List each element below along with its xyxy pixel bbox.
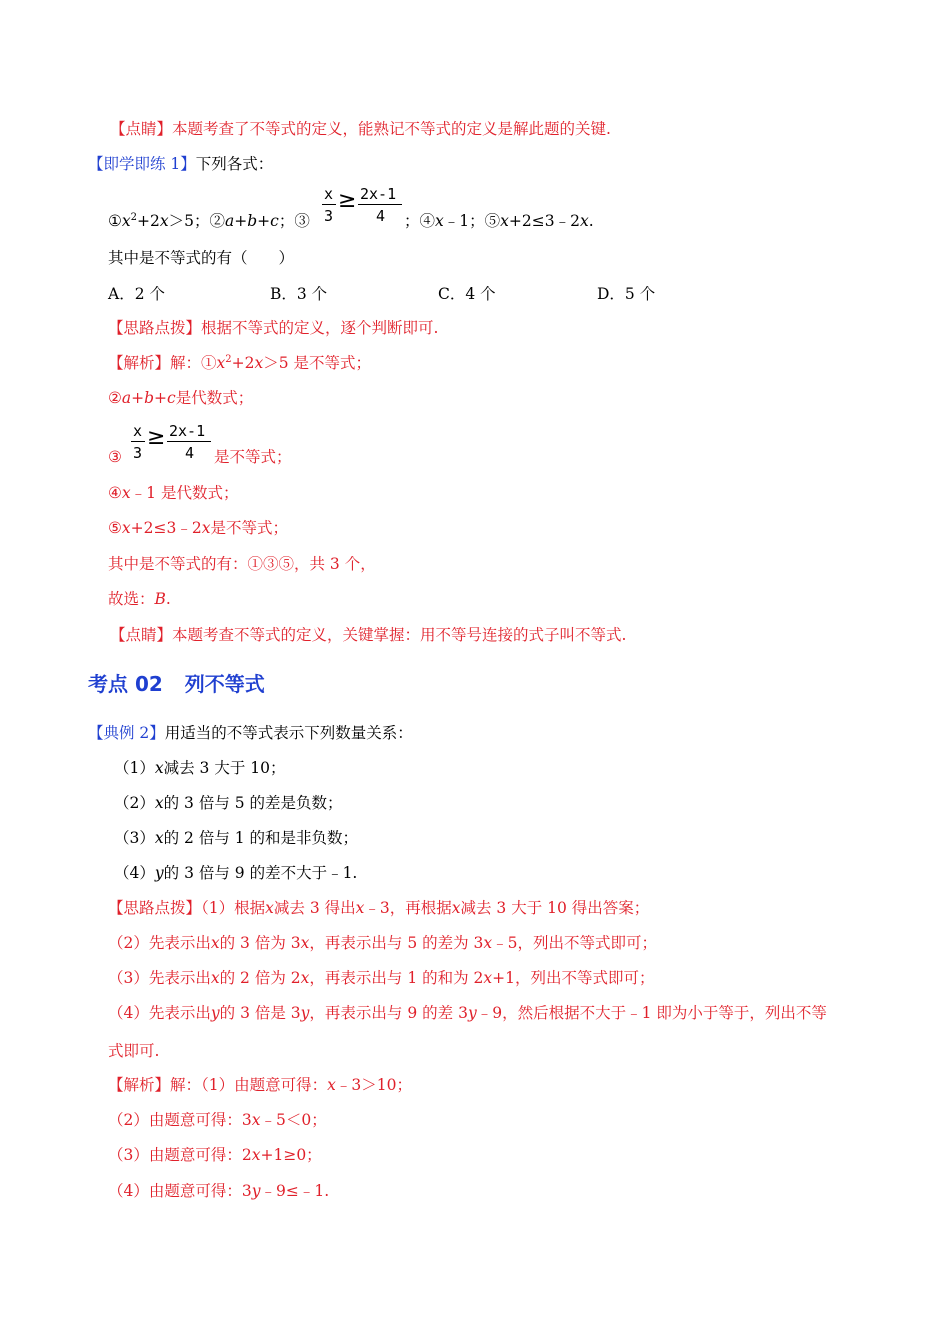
sol1-l7-end: . — [165, 590, 171, 608]
h2l1-e: ﹣3，再根据 — [364, 899, 452, 917]
item-1-tail: ＞5；② — [168, 212, 226, 230]
item-5-var: x — [500, 212, 509, 230]
h2l3-b: x — [210, 969, 220, 987]
h2l1-c: 减去 3 得出 — [273, 899, 356, 917]
s2l2-c: ﹣5＜0； — [260, 1111, 327, 1129]
practice-prompt: 下列各式： — [195, 155, 274, 173]
s2l1-b: x — [327, 1076, 336, 1094]
h2l1-f: x — [451, 899, 461, 917]
example-q4 — [114, 862, 357, 884]
h2l4-a: （4）先表示出 — [108, 1004, 211, 1022]
sol1-l4-pre: ④ — [108, 484, 122, 502]
h2l3-d: x — [300, 969, 310, 987]
s2l4-c: ﹣9≤﹣1. — [260, 1182, 330, 1200]
solution-1-line-6: 其中是不等式的有：①③⑤，共 3 个， — [108, 555, 376, 573]
option-c[interactable]: C．4 个 — [438, 285, 496, 303]
q3-num: （3） — [114, 829, 155, 847]
frac-den-left: 3 — [324, 207, 334, 225]
frac-bar-left — [322, 204, 336, 205]
sol1-l5-var: x — [121, 519, 131, 537]
h2l3-f: x — [483, 969, 493, 987]
q4-var: y — [154, 864, 164, 882]
h2l1-d: x — [355, 899, 365, 917]
hint-tag: 【思路点拨】 — [108, 319, 202, 337]
sol1-l2-pre: ② — [108, 389, 122, 407]
h2l4-f: y — [467, 1004, 477, 1022]
s2l3-c: +1≥0； — [260, 1146, 322, 1164]
sol1-l1-pre: 解：① — [170, 354, 217, 372]
q1-var: x — [154, 759, 164, 777]
tip2-tag: 【点睛】 — [110, 626, 173, 644]
h2l4-c: 的 3 倍是 3 — [219, 1004, 301, 1022]
tip-line-2 — [110, 624, 626, 646]
solution-1-line-2 — [108, 387, 253, 409]
item-1-exponent: 2 — [130, 212, 138, 223]
sol1-answer: B — [154, 590, 166, 608]
h2l4-d: y — [300, 1004, 310, 1022]
sol1-l2-expr: a+b+c — [121, 389, 176, 407]
h2l1-a: （1）根据 — [201, 899, 266, 917]
h2l2-d: x — [300, 934, 310, 952]
h2l2-c: 的 3 倍为 3 — [219, 934, 301, 952]
item-1-var: x — [121, 212, 131, 230]
sol1-l3-tail: 是不等式； — [214, 448, 292, 466]
item-2-expr: a+b+c — [225, 212, 279, 230]
h2l3-g: +1，列出不等式即可； — [492, 969, 655, 987]
practice-items — [108, 210, 310, 232]
sol1-l5-pre: ⑤ — [108, 519, 122, 537]
tip-tag: 【点睛】 — [110, 120, 173, 138]
solution-2-line-3 — [108, 1144, 322, 1166]
sol-frac-den-right: 4 — [185, 444, 195, 462]
h2l2-g: ﹣5，列出不等式即可； — [492, 934, 658, 952]
example-q2 — [114, 792, 343, 814]
hint2-tag: 【思路点拨】 — [108, 899, 202, 917]
option-a[interactable]: A．2 个 — [108, 285, 165, 303]
sol-frac-bar-right — [167, 441, 211, 442]
h2l3-a: （3）先表示出 — [108, 969, 211, 987]
q1-text: 减去 3 大于 10； — [163, 759, 286, 777]
hint-line-1 — [108, 317, 438, 339]
hint2-line-1 — [108, 897, 649, 919]
h2l3-c: 的 2 倍为 2 — [219, 969, 301, 987]
sol1-l5-tail: 是不等式； — [210, 519, 288, 537]
item-5-end: . — [588, 212, 594, 230]
frac-num-left: x — [324, 185, 334, 203]
item-4-var: x — [435, 212, 444, 230]
option-b[interactable]: B．3 个 — [270, 285, 328, 303]
q2-text: 的 3 倍与 5 的差是负数； — [163, 794, 343, 812]
sol-geq-sign: ≥ — [147, 425, 166, 450]
section-title: 列不等式 — [184, 672, 265, 696]
practice-header — [88, 153, 273, 175]
example-2-header — [88, 722, 413, 744]
practice-question: 其中是不等式的有（ ） — [108, 249, 295, 267]
solution-1-line-7 — [108, 588, 171, 610]
h2l4-e: ，再表示出与 9 的差 3 — [309, 1004, 468, 1022]
item-4-tail: ﹣1；⑤ — [443, 212, 501, 230]
hint2-line-5: 式即可. — [108, 1042, 160, 1060]
sol1-l1-tail: ＞5 是不等式； — [263, 354, 372, 372]
q3-var: x — [154, 829, 164, 847]
solution-2-line-1 — [108, 1074, 412, 1096]
example-q1 — [114, 757, 286, 779]
solution2-tag: 【解析】 — [108, 1076, 171, 1094]
h2l3-e: ，再表示出与 1 的和为 2 — [309, 969, 484, 987]
geq-sign: ≥ — [338, 188, 357, 213]
practice-tag: 【即学即练 1】 — [88, 155, 196, 173]
section-heading — [88, 668, 265, 697]
h2l4-g: ﹣9，然后根据不大于﹣1 即为小于等于，列出不等 — [476, 1004, 827, 1022]
frac-num-right: 2x-1 — [360, 185, 397, 203]
s2l2-a: （2）由题意可得：3 — [108, 1111, 252, 1129]
s2l4-a: （4）由题意可得：3 — [108, 1182, 252, 1200]
item-5-mid: +2≤3﹣2 — [508, 212, 580, 230]
q3-text: 的 2 倍与 1 的和是非负数； — [163, 829, 359, 847]
example-q3 — [114, 827, 358, 849]
h2l1-g: 减去 3 大于 10 得出答案； — [460, 899, 650, 917]
item-3-tail: ；④ — [404, 212, 436, 230]
sol-frac-num-left: x — [133, 422, 143, 440]
sol1-l1-var: x — [216, 354, 226, 372]
s2l3-a: （3）由题意可得：2 — [108, 1146, 252, 1164]
q1-num: （1） — [114, 759, 155, 777]
practice-items-2 — [404, 210, 594, 232]
q4-num: （4） — [114, 864, 155, 882]
h2l2-e: ，再表示出与 5 的差为 3 — [309, 934, 484, 952]
h2l1-b: x — [265, 899, 274, 917]
sol1-l2-tail: 是代数式； — [175, 389, 254, 407]
s2l3-b: x — [251, 1146, 261, 1164]
hint2-line-4 — [108, 1002, 827, 1024]
item-5-var2: x — [579, 212, 589, 230]
solution-1-line-4 — [108, 482, 238, 504]
sol1-l4-var: x — [121, 484, 131, 502]
sol1-l7-pre: 故选： — [108, 590, 155, 608]
example-prompt: 用适当的不等式表示下列数量关系： — [164, 724, 413, 742]
item-1-var2: x — [159, 212, 169, 230]
solution-2-line-2 — [108, 1109, 327, 1131]
hint-text: 根据不等式的定义，逐个判断即可. — [201, 319, 439, 337]
s2l1-a: 解：（1）由题意可得： — [170, 1076, 328, 1094]
frac-bar-right — [358, 204, 402, 205]
tip-text: 本题考查了不等式的定义，能熟记不等式的定义是解此题的关键. — [172, 120, 611, 138]
frac-den-right: 4 — [376, 207, 386, 225]
hint2-line-2 — [108, 932, 657, 954]
item-1-marker: ① — [108, 212, 122, 230]
item-1-rest: +2 — [137, 212, 160, 230]
s2l1-c: ﹣3＞10； — [335, 1076, 412, 1094]
sol1-l1-var2: x — [254, 354, 264, 372]
s2l4-b: y — [251, 1182, 261, 1200]
sol1-l5-mid: +2≤3﹣2 — [130, 519, 202, 537]
h2l2-b: x — [210, 934, 220, 952]
h2l2-a: （2）先表示出 — [108, 934, 211, 952]
sol1-l4-tail: ﹣1 是代数式； — [130, 484, 239, 502]
solution-1-line-1 — [108, 352, 371, 374]
sol1-l1-exp: 2 — [225, 354, 232, 365]
sol1-l3-marker: ③ — [108, 448, 122, 466]
sol-frac-den-left: 3 — [133, 444, 143, 462]
q2-var: x — [154, 794, 164, 812]
sol-frac-num-right: 2x-1 — [169, 422, 206, 440]
section-number: 考点 02 — [88, 672, 163, 696]
solution-1-line-5 — [108, 517, 288, 539]
sol-frac-bar-left — [131, 441, 145, 442]
option-d[interactable]: D．5 个 — [597, 285, 656, 303]
sol1-l1-mid: +2 — [231, 354, 255, 372]
tip2-text: 本题考查不等式的定义，关键掌握：用不等号连接的式子叫不等式. — [172, 626, 627, 644]
q2-num: （2） — [114, 794, 155, 812]
solution-2-line-4 — [108, 1180, 329, 1202]
q4-text: 的 3 倍与 9 的差不大于﹣1. — [163, 864, 358, 882]
sol1-l5-var2: x — [201, 519, 211, 537]
s2l2-b: x — [251, 1111, 261, 1129]
item-2-tail: ；③ — [278, 212, 310, 230]
h2l4-b: y — [210, 1004, 220, 1022]
h2l2-f: x — [483, 934, 493, 952]
tip-line-1 — [110, 118, 611, 140]
example-tag: 【典例 2】 — [88, 724, 165, 742]
solution-tag: 【解析】 — [108, 354, 171, 372]
hint2-line-3 — [108, 967, 655, 989]
